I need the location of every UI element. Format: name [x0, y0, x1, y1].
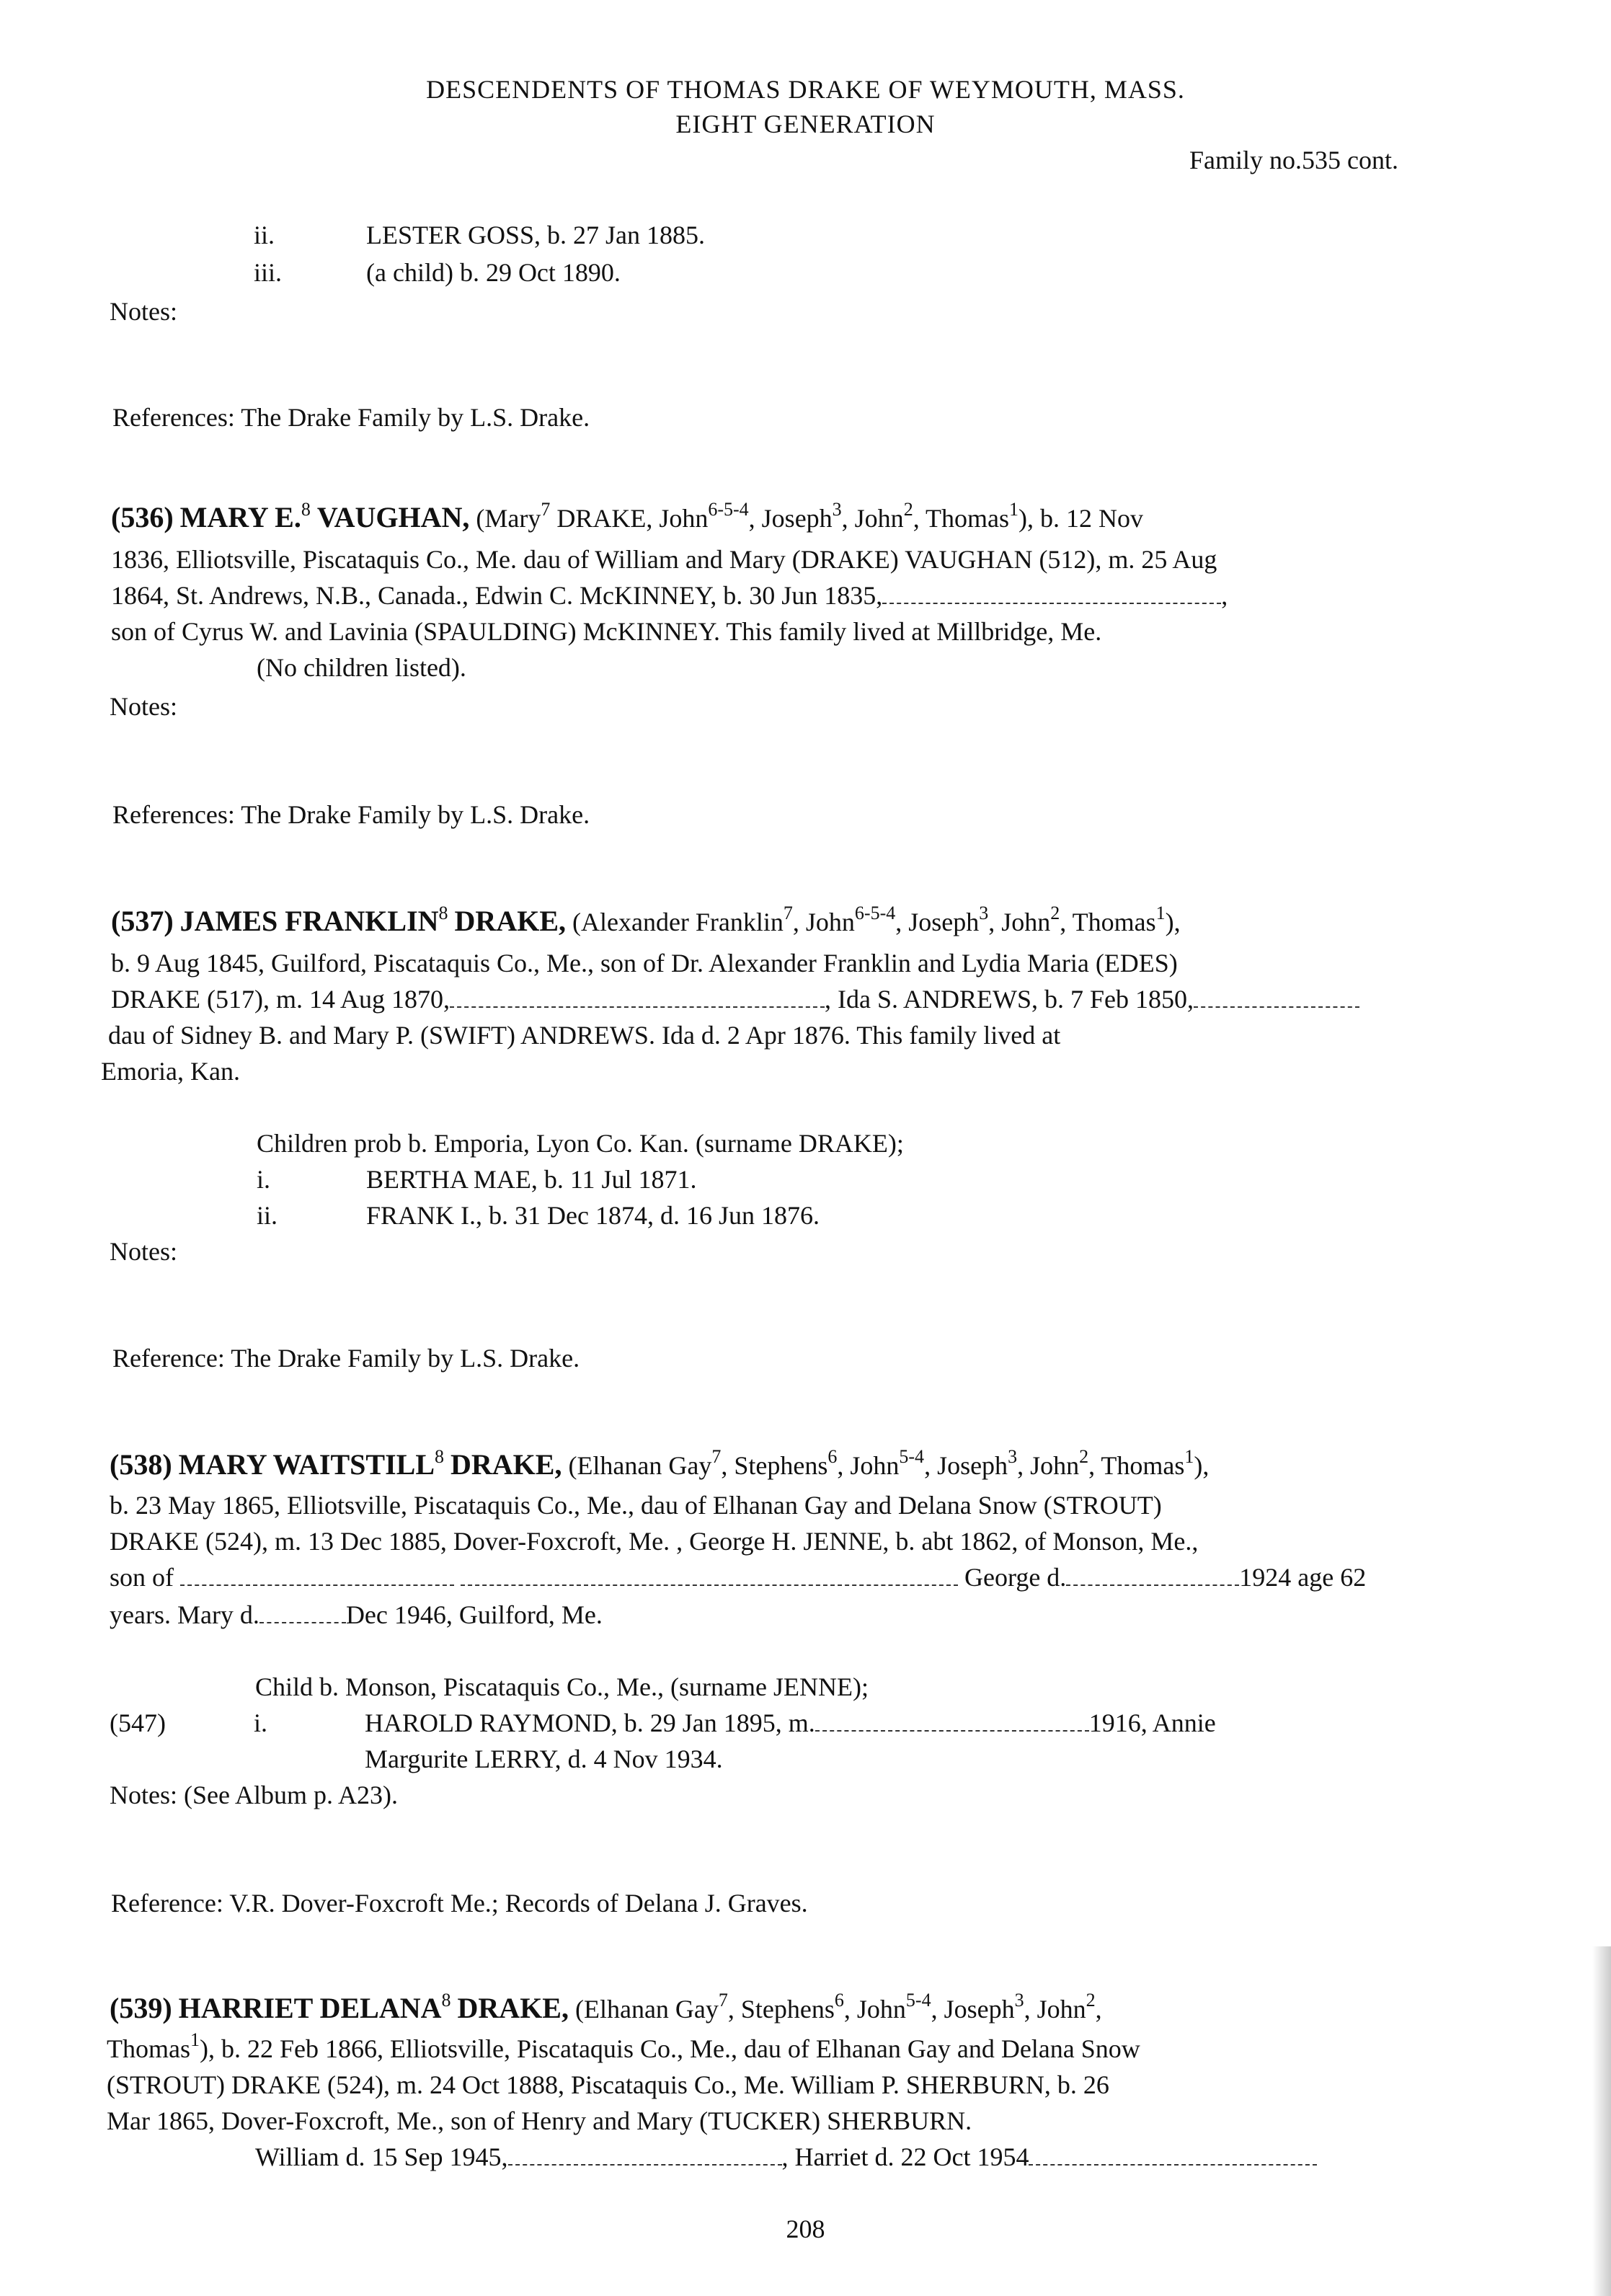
entry-number: (539) [110, 1992, 172, 2024]
person-surname: VAUGHAN, [316, 501, 470, 533]
entry-539-line-5: William d. 15 Sep 1945, , Harriet d. 22 Oct 1954 [255, 2140, 1317, 2174]
references: References: The Drake Family by L.S. Drake. [112, 800, 590, 829]
scan-edge-shadow [1592, 1946, 1611, 2296]
references: Reference: V.R. Dover-Foxcroft Me.; Records of Delana J. Graves. [111, 1889, 808, 1918]
entry-539-line-2: Thomas$^1$), b. 22 Feb 1866, Elliotsville, Piscataquis Co., Me., dau of Elhanan Gay and Delana Snow [107, 2029, 1140, 2063]
child-number: iii. [254, 258, 283, 287]
entry-538-line-2: b. 23 May 1865, Elliotsville, Piscataquis Co., Me., dau of Elhanan Gay and Delana Snow (STROUT) [110, 1491, 1162, 1520]
entry-538-line-1: (538) MARY WAITSTILL$^8$ DRAKE, (Elhanan Gay$^7$, Stephens$^6$, John$^{5-4}$, Joseph$^3$, John$^2$, Thomas$^1$), [110, 1446, 1210, 1481]
entry-536-line-2: 1836, Elliotsville, Piscataquis Co., Me. dau of William and Mary (DRAKE) VAUGHAN (512), m. 25 Aug [111, 545, 1217, 574]
entry-536-line-4: son of Cyrus W. and Lavinia (SPAULDING) McKINNEY. This family lived at Millbridge, Me. [111, 617, 1102, 646]
notes-label: Notes: [110, 1237, 177, 1266]
notes-label: Notes: [110, 297, 177, 326]
entry-536-line-3: 1864, St. Andrews, N.B., Canada., Edwin C. McKINNEY, b. 30 Jun 1835, , [111, 581, 1228, 610]
entry-539-line-1: (539) HARRIET DELANA$^8$ DRAKE, (Elhanan Gay$^7$, Stephens$^6$, John$^{5-4}$, Joseph$^3$, John$^2$, [110, 1990, 1102, 2024]
generation-title: EIGHT GENERATION [675, 110, 936, 138]
entry-538-line-5: years. Mary d. Dec 1946, Guilford, Me. [110, 1600, 603, 1629]
family-continuation: Family no.535 cont. [1189, 146, 1398, 174]
child-number: ii. [257, 1201, 278, 1230]
child-number: i. [254, 1708, 268, 1737]
person-name: HARRIET DELANA [178, 1992, 442, 2024]
person-name: MARY WAITSTILL [178, 1448, 435, 1481]
child-number: i. [257, 1165, 271, 1194]
person-name: MARY E. [179, 501, 301, 533]
entry-537-line-3: DRAKE (517), m. 14 Aug 1870, , Ida S. ANDREWS, b. 7 Feb 1850, [111, 982, 1359, 1016]
child-number: ii. [254, 221, 275, 249]
child-entry: HAROLD RAYMOND, b. 29 Jan 1895, m. 1916, Annie [365, 1708, 1216, 1737]
references: Reference: The Drake Family by L.S. Drake. [112, 1344, 580, 1373]
children-heading: Child b. Monson, Piscataquis Co., Me., (surname JENNE); [255, 1672, 869, 1701]
page-title: DESCENDENTS OF THOMAS DRAKE OF WEYMOUTH, MASS. [426, 75, 1185, 104]
child-cross-reference: (547) [110, 1708, 166, 1737]
child-entry: BERTHA MAE, b. 11 Jul 1871. [366, 1165, 697, 1194]
entry-537-line-4: dau of Sidney B. and Mary P. (SWIFT) ANDREWS. Ida d. 2 Apr 1876. This family lived at [108, 1021, 1061, 1050]
entry-536-line-5: (No children listed). [257, 653, 466, 682]
child-entry: LESTER GOSS, b. 27 Jan 1885. [366, 221, 706, 249]
entry-538-line-4: son of George d. 1924 age 62 [110, 1563, 1367, 1592]
entry-539-line-3: (STROUT) DRAKE (524), m. 24 Oct 1888, Piscataquis Co., Me. William P. SHERBURN, b. 26 [107, 2070, 1109, 2099]
person-surname: DRAKE, [457, 1992, 569, 2024]
notes-label: Notes: [110, 692, 177, 721]
entry-539-line-4: Mar 1865, Dover-Foxcroft, Me., son of Henry and Mary (TUCKER) SHERBURN. [107, 2106, 972, 2135]
entry-536-line-1: (536) MARY E.$^8$ VAUGHAN, (Mary$^7$ DRAKE, John$^{6-5-4}$, Joseph$^3$, John$^2$, Thomas$^1$), b. 12 Nov [111, 499, 1144, 533]
page-number: 208 [786, 2215, 825, 2243]
entry-number: (536) [111, 501, 174, 533]
entry-537-line-1: (537) JAMES FRANKLIN$^8$ DRAKE, (Alexander Franklin$^7$, John$^{6-5-4}$, Joseph$^3$, John$^2$, Thomas$^1$), [111, 903, 1181, 937]
person-surname: DRAKE, [454, 905, 566, 937]
child-entry-continued: Margurite LERRY, d. 4 Nov 1934. [365, 1745, 723, 1773]
person-surname: DRAKE, [451, 1448, 562, 1481]
child-entry: FRANK I., b. 31 Dec 1874, d. 16 Jun 1876. [366, 1201, 820, 1230]
notes-label: Notes: (See Album p. A23). [110, 1781, 398, 1809]
entry-537-line-2: b. 9 Aug 1845, Guilford, Piscataquis Co., Me., son of Dr. Alexander Franklin and Lydia Maria (EDES) [111, 949, 1178, 978]
entry-number: (538) [110, 1448, 172, 1481]
person-name: JAMES FRANKLIN [179, 905, 439, 937]
entry-537-line-5: Emoria, Kan. [101, 1057, 240, 1086]
references: References: The Drake Family by L.S. Drake. [112, 403, 590, 432]
child-entry: (a child) b. 29 Oct 1890. [366, 258, 621, 287]
entry-number: (537) [111, 905, 174, 937]
entry-538-line-3: DRAKE (524), m. 13 Dec 1885, Dover-Foxcroft, Me. , George H. JENNE, b. abt 1862, of Monson, Me., [110, 1527, 1199, 1556]
children-heading: Children prob b. Emporia, Lyon Co. Kan. (surname DRAKE); [257, 1129, 904, 1158]
